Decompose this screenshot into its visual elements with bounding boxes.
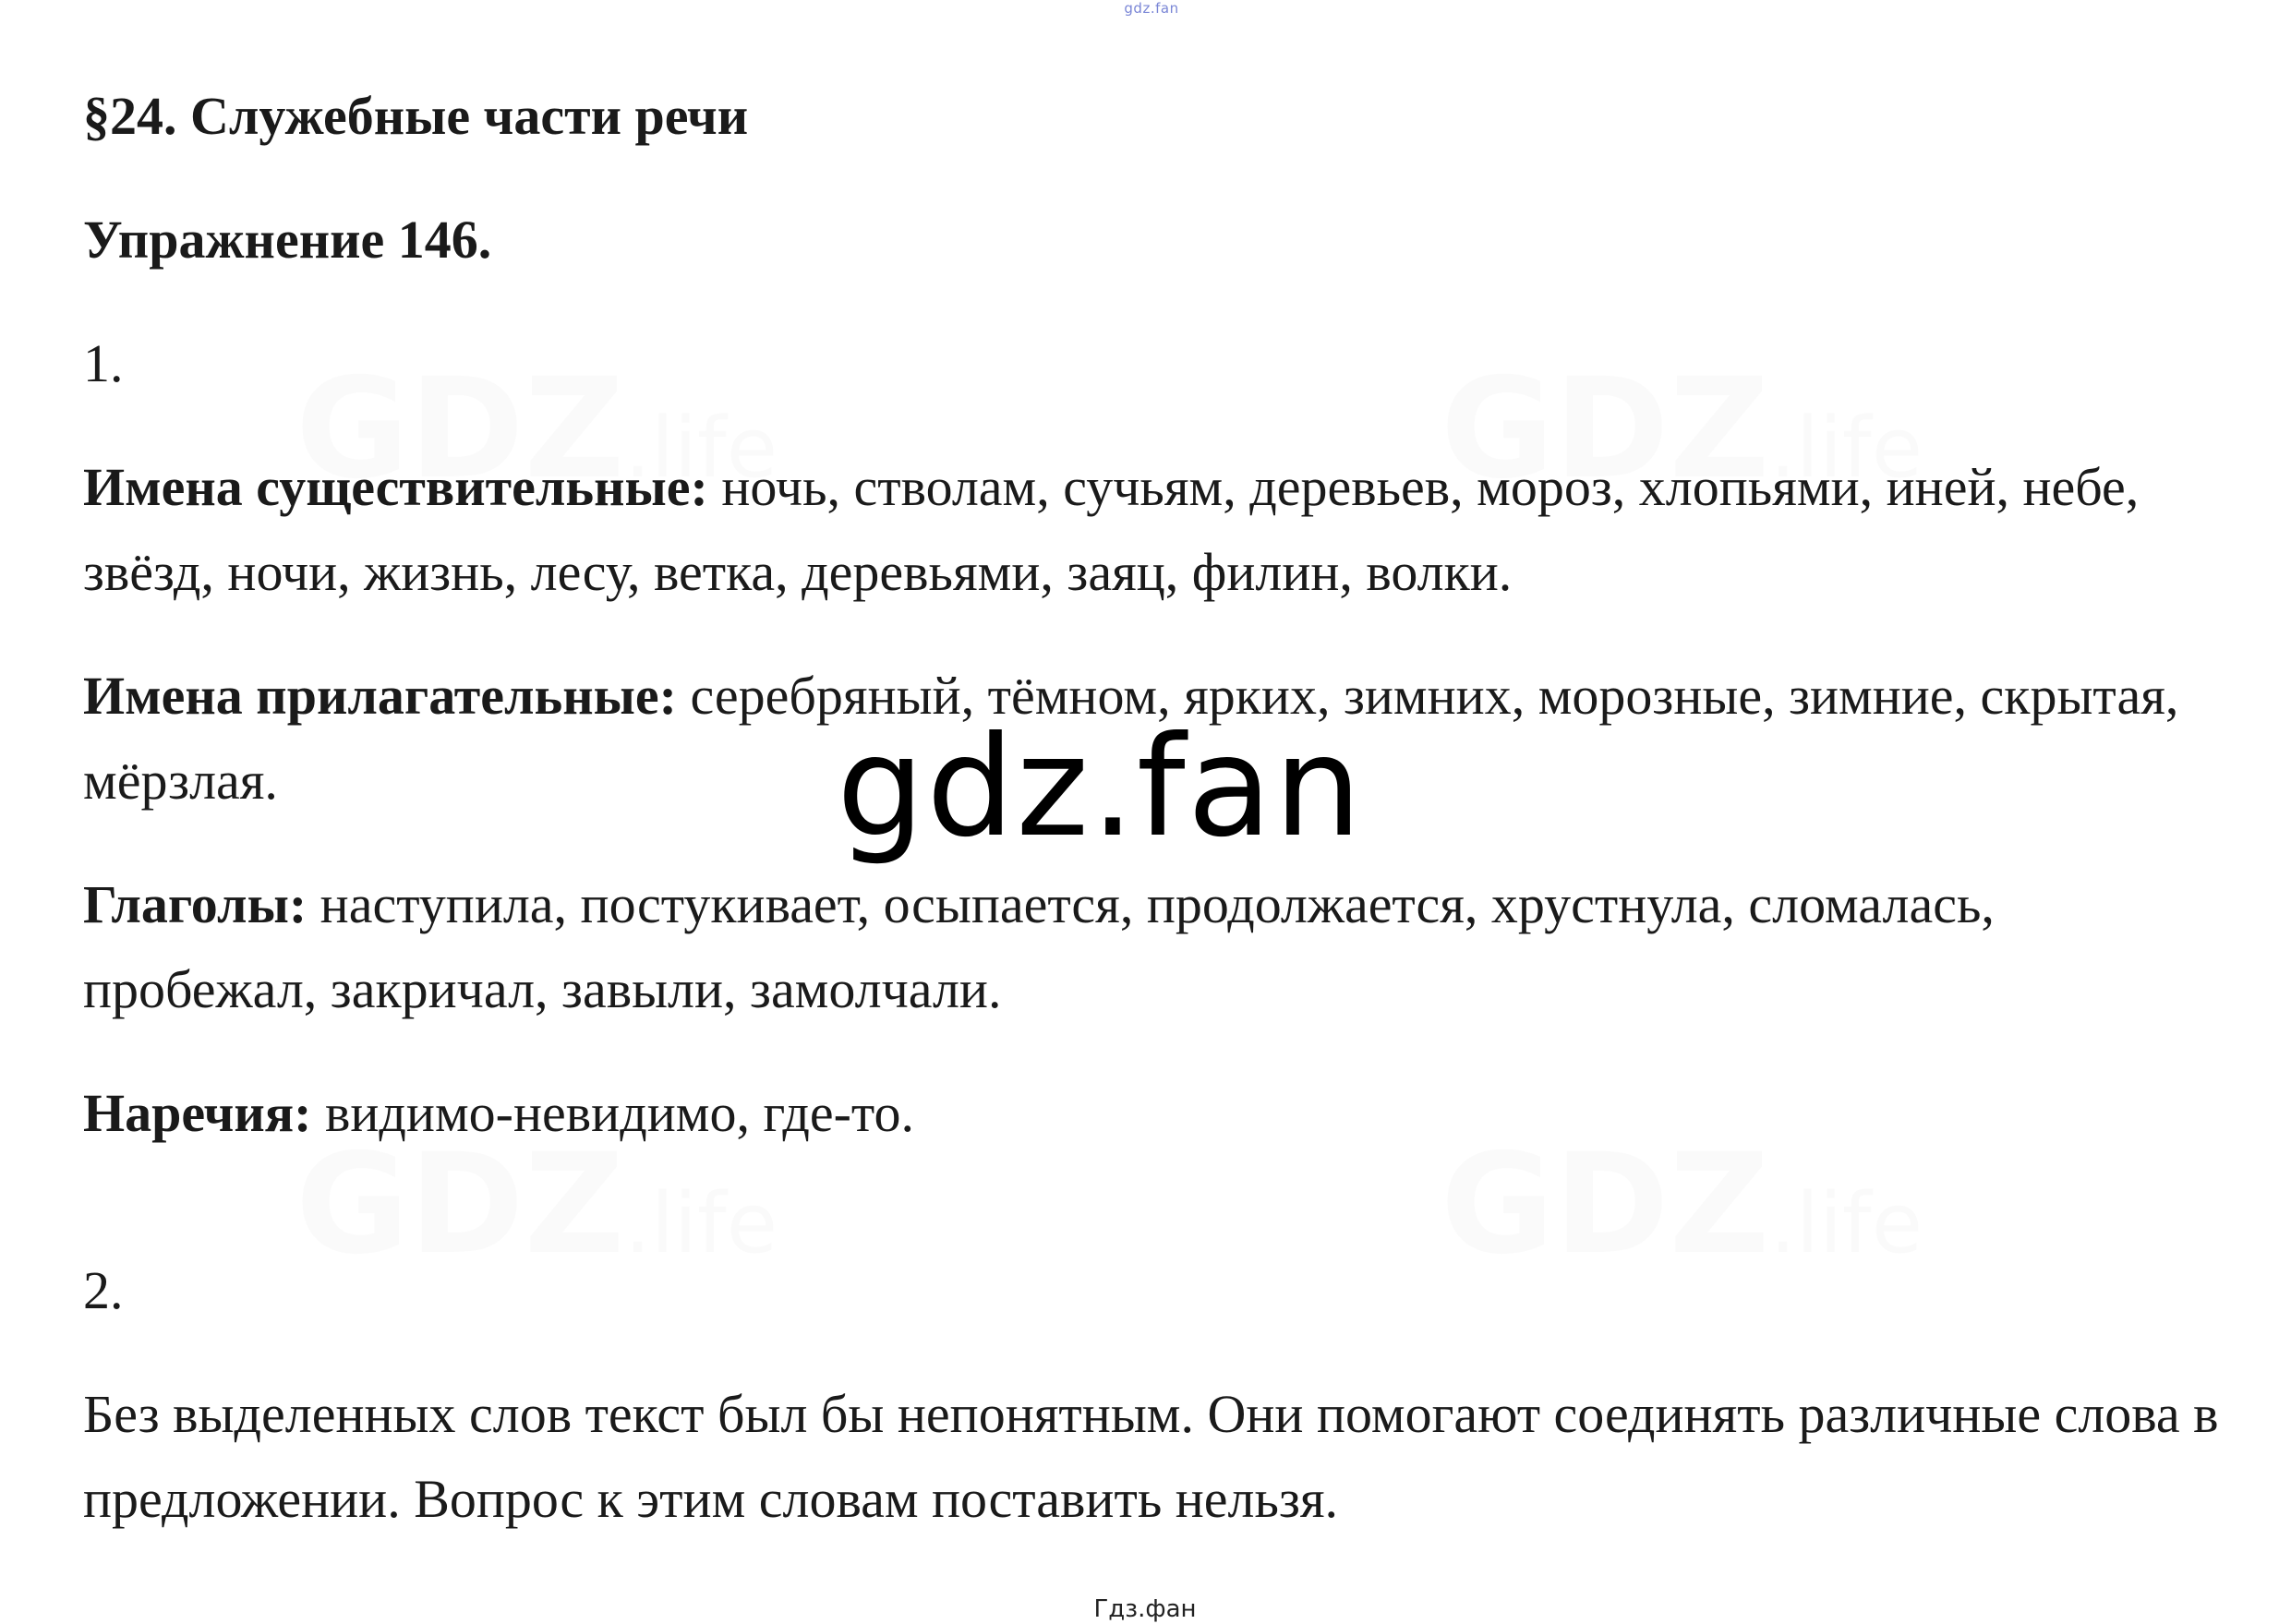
- nouns-paragraph: [83, 445, 2236, 615]
- adverbs-paragraph: [83, 1071, 2236, 1156]
- adjectives-label: Имена прилагательные:: [83, 666, 677, 726]
- gdz-watermark: gdz.fan: [837, 707, 1364, 868]
- page-footer: Гдз.фан: [1093, 1595, 1197, 1623]
- section-title: §24. Служебные части речи: [83, 86, 749, 146]
- part2-number: 2.: [83, 1260, 124, 1320]
- top-watermark-text: gdz.fan: [1124, 0, 1179, 17]
- nouns-label: Имена существительные:: [83, 457, 708, 517]
- adverbs-list: видимо-невидимо, где-то.: [311, 1083, 914, 1143]
- adjectives-list: серебряный, тёмном, ярких, зимних, морозные, зимние, скрытая, мёрзлая.: [83, 666, 2179, 811]
- nouns-list: ночь, стволам, сучьям, деревьев, мороз, хлопьями, иней, небе, звёзд, ночи, жизнь, лесу, ветка, деревьями, заяц, филин, волки.: [83, 457, 2140, 602]
- exercise-title: Упражнение 146.: [83, 210, 492, 270]
- verbs-list: наступила, постукивает, осыпается, продолжается, хрустнула, сломалась, пробежал, закричал, завыли, замолчали.: [83, 874, 1995, 1019]
- part2-paragraph: Без выделенных слов текст был бы непонятным. Они помогают соединять различные слова в предложении. Вопрос к этим словам поставить нельзя.: [83, 1384, 2219, 1529]
- verbs-label: Глаголы:: [83, 874, 307, 934]
- verbs-paragraph: [83, 862, 2236, 1032]
- part1-number: 1.: [83, 333, 124, 393]
- adverbs-label: Наречия:: [83, 1083, 312, 1143]
